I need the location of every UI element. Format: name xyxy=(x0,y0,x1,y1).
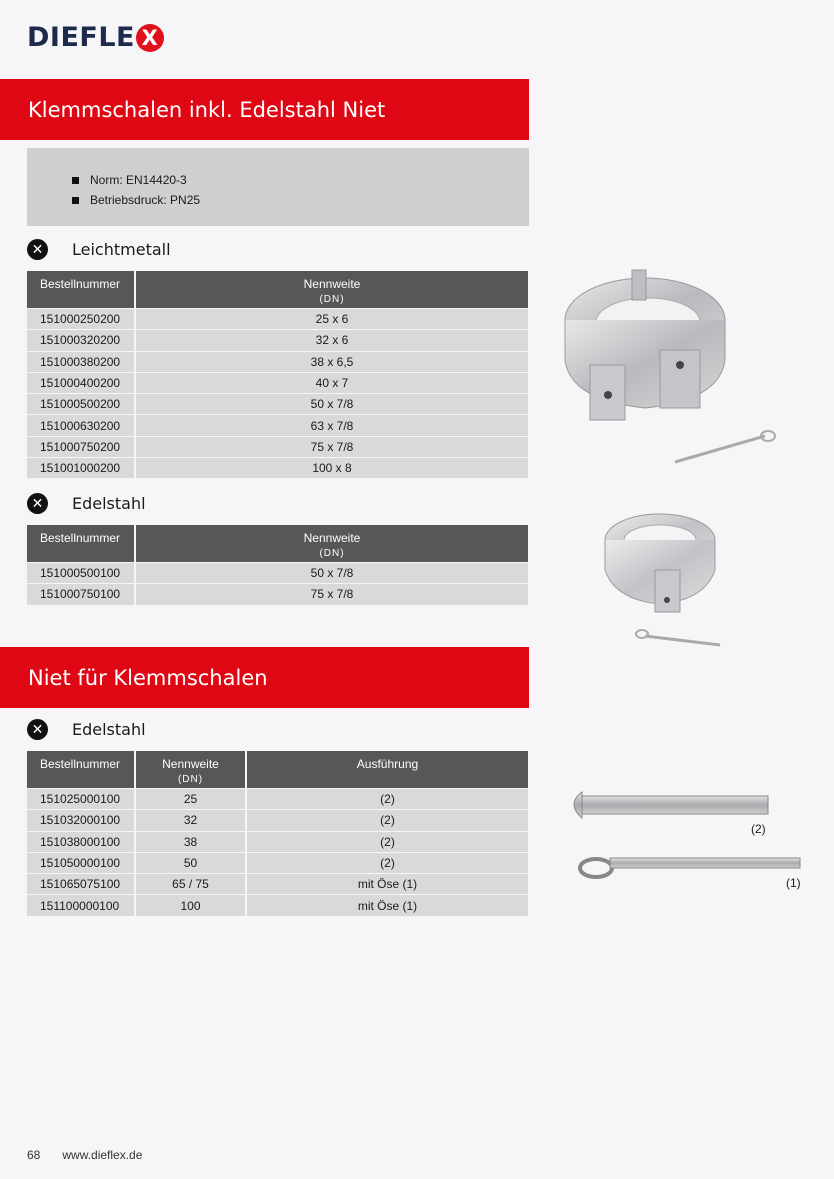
table-row: 151038000100 38 (2) xyxy=(27,831,528,852)
page-footer xyxy=(27,1148,142,1162)
column-header-nennweite: Nennweite (DN) xyxy=(136,525,528,562)
table-row: 151000250200 25 x 6 xyxy=(27,308,528,329)
page-number: 68 xyxy=(27,1148,41,1162)
spec-item: Norm: EN14420-3 xyxy=(72,170,529,190)
table-row: 151100000100 100 mit Öse (1) xyxy=(27,894,528,915)
brand-logo xyxy=(27,22,164,53)
clamp-edelstahl-image xyxy=(560,500,760,660)
column-header-bestellnummer: Bestellnummer xyxy=(27,751,136,788)
spec-list xyxy=(27,148,529,226)
table-row: 151032000100 32 (2) xyxy=(27,809,528,830)
clamp-leichtmetall-image xyxy=(540,240,834,480)
table-row: 151000630200 63 x 7/8 xyxy=(27,414,528,435)
table-row: 151000500200 50 x 7/8 xyxy=(27,393,528,414)
table-row: 151000500100 50 x 7/8 xyxy=(27,562,528,583)
section-title-niet: Niet für Klemmschalen xyxy=(0,647,529,708)
rivet-label-pin: (2) xyxy=(751,822,766,836)
column-header-bestellnummer: Bestellnummer xyxy=(27,271,136,308)
rivet-images xyxy=(560,780,830,890)
subheading-edelstahl: ✕ Edelstahl xyxy=(27,493,146,514)
table-row: 151001000200 100 x 8 xyxy=(27,457,528,478)
subheading-leichtmetall: ✕ Leichtmetall xyxy=(27,239,171,260)
section-title-klemmschalen: Klemmschalen inkl. Edelstahl Niet xyxy=(0,79,529,140)
x-circle-icon: ✕ xyxy=(27,239,48,260)
table-row: 151000400200 40 x 7 xyxy=(27,372,528,393)
x-circle-icon: ✕ xyxy=(27,493,48,514)
subheading-edelstahl-niet: ✕ Edelstahl xyxy=(27,719,146,740)
table-row: 151050000100 50 (2) xyxy=(27,852,528,873)
column-header-bestellnummer: Bestellnummer xyxy=(27,525,136,562)
table-edelstahl-klemmschalen xyxy=(27,525,528,605)
rivet-label-eye: (1) xyxy=(786,876,801,890)
x-circle-icon: ✕ xyxy=(27,719,48,740)
column-header-nennweite: Nennweite (DN) xyxy=(136,271,528,308)
brand-name: DIEFLE xyxy=(27,22,135,53)
table-niet xyxy=(27,751,528,916)
table-row: 151000750200 75 x 7/8 xyxy=(27,436,528,457)
column-header-nennweite: Nennweite (DN) xyxy=(136,751,247,788)
table-row: 151000320200 32 x 6 xyxy=(27,329,528,350)
table-row: 151000750100 75 x 7/8 xyxy=(27,583,528,604)
footer-url: www.dieflex.de xyxy=(62,1148,143,1162)
column-header-ausfuehrung: Ausführung xyxy=(247,751,528,788)
brand-x-badge: X xyxy=(136,24,164,52)
bullet-square-icon xyxy=(72,197,79,204)
table-row: 151000380200 38 x 6,5 xyxy=(27,351,528,372)
table-row: 151025000100 25 (2) xyxy=(27,788,528,809)
table-leichtmetall xyxy=(27,271,528,478)
table-row: 151065075100 65 / 75 mit Öse (1) xyxy=(27,873,528,894)
bullet-square-icon xyxy=(72,177,79,184)
spec-item: Betriebsdruck: PN25 xyxy=(72,190,529,210)
